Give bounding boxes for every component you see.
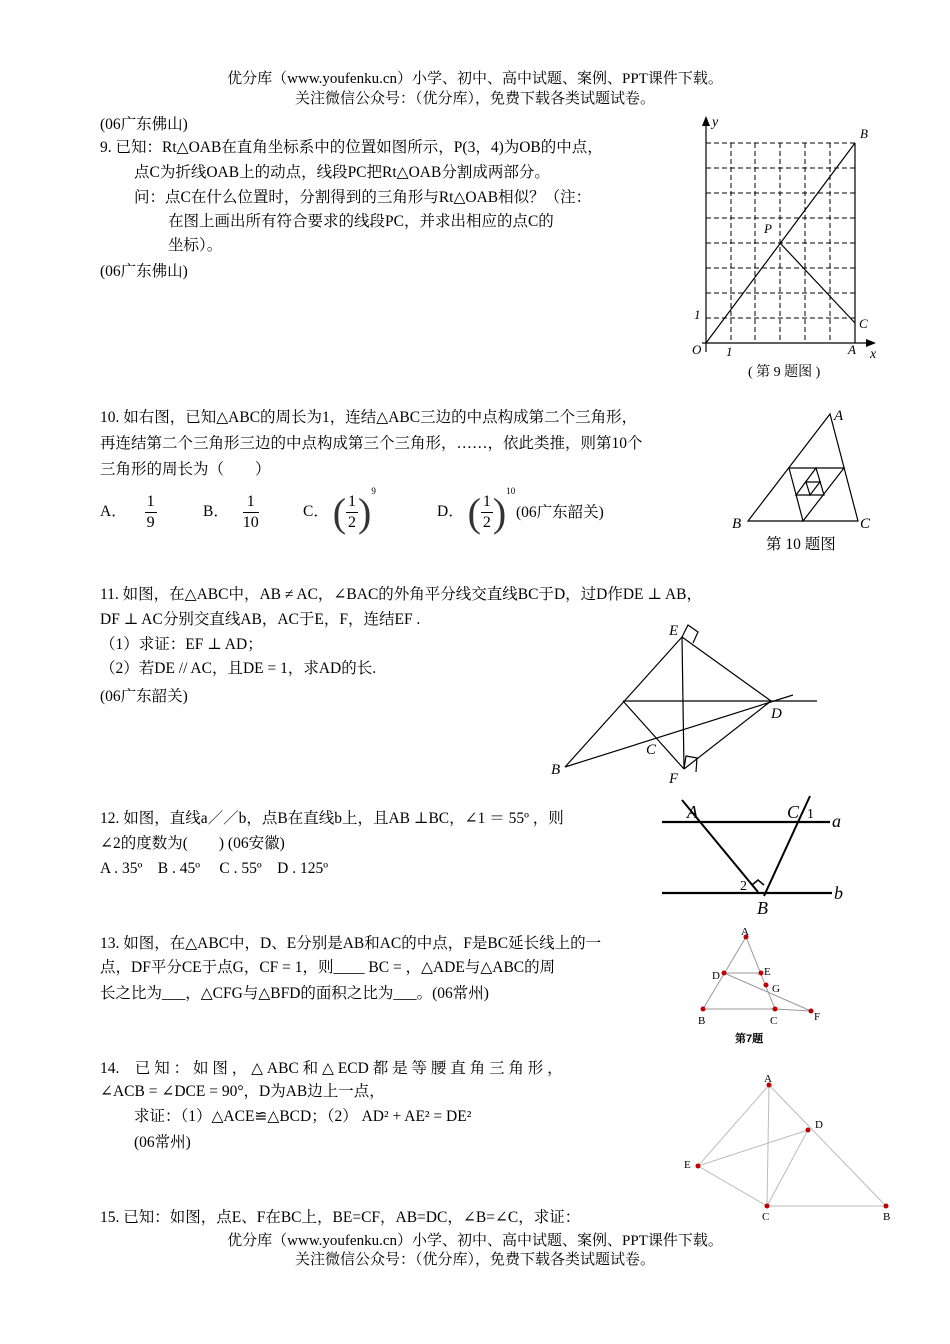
q9-label-B: B <box>860 126 868 141</box>
q14-line-1: 14. 已 知 ： 如 图 ， △ ABC 和 △ ECD 都 是 等 腰 直 角 三 角 形 ， <box>100 1060 563 1077</box>
q13-label-D: D <box>712 970 720 982</box>
q10-label-B: B <box>732 516 742 532</box>
q12-label-1: 1 <box>807 807 814 822</box>
q12-label-B: B <box>757 898 768 917</box>
q12-label-a: a <box>832 811 841 831</box>
q10-caption: 第 10 题图 <box>766 536 836 553</box>
q11-label-B: B <box>551 762 561 778</box>
footer-line-1: 优分库（www.youfenku.cn）小学、初中、高中试题、案例、PPT课件下载。 <box>227 1233 723 1249</box>
q14-label-A: A <box>764 1073 772 1085</box>
q9-figure <box>682 112 892 382</box>
q10-figure <box>728 402 878 532</box>
q10-line-3: 三角形的周长为（ ） <box>100 461 271 478</box>
q14-line-2: ∠ACB = ∠DCE = 90°，D为AB边上一点， <box>100 1083 385 1100</box>
q10-option-a[interactable] <box>100 492 157 533</box>
q12-label-A: A <box>687 802 698 822</box>
q10-option-a-fraction <box>145 492 157 533</box>
q14-label-D: D <box>815 1119 823 1131</box>
q10-option-c-exp: 9 <box>371 486 376 496</box>
q10-option-c-label: C． <box>303 503 329 520</box>
q10-option-d-num: 1 <box>481 492 493 513</box>
q12-figure <box>660 792 850 917</box>
q10-option-b-label: B． <box>203 503 229 521</box>
q13-caption: 第7题 <box>735 1033 764 1045</box>
q11-line-2: DF ⊥ AC分别交直线AB，AC于E，F，连结EF . <box>100 611 421 628</box>
q9-line-3: 问：点C在什么位置时，分割得到的三角形与Rt△OAB相似？（注： <box>134 189 592 206</box>
q10-option-d-paren-right: ) <box>492 489 507 535</box>
q12-label-b: b <box>834 883 843 903</box>
q10-line-2: 再连结第二个三角形三边的中点构成第三个三角形，……，依此类推，则第10个 <box>100 435 643 452</box>
q11-source: (06广东韶关) <box>100 688 188 705</box>
q9-label-x: x <box>870 347 877 362</box>
q13-figure <box>690 922 835 1047</box>
q14-source: (06常州) <box>134 1134 191 1151</box>
q11-label-C: C <box>646 742 657 758</box>
q11-label-E: E <box>669 623 679 639</box>
q11-line-1: 11. 如图，在△ABC中，AB ≠ AC，∠BAC的外角平分线交直线BC于D，过D作DE ⊥ AB， <box>100 586 703 603</box>
q10-option-c-fraction <box>346 492 358 533</box>
q9-label-y: y <box>712 115 719 130</box>
q9-label-C: C <box>859 316 868 331</box>
q13-label-F: F <box>814 1011 821 1023</box>
q10-option-d-fraction <box>481 492 493 533</box>
q10-option-b[interactable] <box>203 492 259 533</box>
q10-option-d[interactable] <box>437 486 515 536</box>
prev-question-source: (06广东佛山) <box>100 116 188 133</box>
q13-label-G: G <box>772 983 780 995</box>
q12-label-C: C <box>787 802 800 822</box>
q13-label-B: B <box>698 1015 706 1027</box>
q10-option-b-fraction <box>243 492 259 533</box>
q14-label-C: C <box>762 1211 770 1223</box>
q12-line-2: ∠2的度数为( ) (06安徽) <box>100 835 285 852</box>
q10-option-b-den: 10 <box>242 514 259 531</box>
q10-option-b-num: 1 <box>243 492 259 513</box>
q11-label-F: F <box>669 771 679 787</box>
q9-segment-PC <box>780 243 855 323</box>
q9-line-2: 点C为折线OAB上的动点，线段PC把Rt△OAB分割成两部分。 <box>134 164 550 181</box>
q11-line-4: （2）若DE // AC，且DE = 1，求AD的长. <box>100 660 377 677</box>
footer-line-2: 关注微信公众号：（优分库），免费下载各类试题试卷。 <box>294 1252 655 1268</box>
q9-source: (06广东佛山) <box>100 263 188 280</box>
q10-label-A: A <box>834 408 844 424</box>
q10-option-c-num: 1 <box>346 492 358 513</box>
q12-line-3: A . 35º B . 45º C . 55º D . 125º <box>100 860 329 877</box>
q14-figure <box>680 1070 900 1230</box>
q12-line-1: 12. 如图，直线a／／b，点B在直线b上，且AB ⊥BC，∠1 ＝ 55º ，则 <box>100 810 564 827</box>
q13-line-2: 点，DF平分CE于点G，CF = 1，则____ BC = ，△ADE与△ABC的周 <box>100 959 556 976</box>
q9-line-1: 9. 已知：Rt△OAB在直角坐标系中的位置如图所示，P(3，4)为OB的中点， <box>100 139 603 156</box>
q10-option-d-exp: 10 <box>506 486 516 496</box>
q10-option-c-den: 2 <box>348 513 357 531</box>
q9-line-5: 坐标）。 <box>168 237 223 254</box>
q11-label-D: D <box>771 706 782 722</box>
q13-label-E: E <box>764 966 771 978</box>
q10-option-a-num: 1 <box>145 492 157 513</box>
q10-option-a-label: A． <box>100 503 127 521</box>
q10-label-C: C <box>860 516 871 532</box>
header-line-1: 优分库（www.youfenku.cn）小学、初中、高中试题、案例、PPT课件下载。 <box>227 71 723 87</box>
q13-label-C: C <box>770 1015 778 1027</box>
q10-option-d-paren-left: ( <box>467 489 481 535</box>
q9-label-A: A <box>848 342 856 357</box>
q10-source: (06广东韶关) <box>516 504 604 521</box>
q10-option-c-paren-left: ( <box>332 489 347 535</box>
q10-option-d-label: D． <box>437 503 464 520</box>
q10-option-d-den: 2 <box>482 513 491 531</box>
q10-option-c-paren-right: ) <box>358 489 372 535</box>
q9-caption: ( 第 9 题图 ) <box>748 365 821 380</box>
q14-label-B: B <box>883 1211 891 1223</box>
q9-label-P: P <box>764 221 772 236</box>
q12-label-2: 2 <box>740 879 747 894</box>
q14-line-3: 求证：（1）△ACE≌△BCD；（2） AD² + AE² = DE² <box>134 1108 472 1125</box>
q10-option-c[interactable] <box>303 486 376 536</box>
q9-label-one-y: 1 <box>694 307 701 322</box>
q11-figure <box>545 615 825 790</box>
header-line-2: 关注微信公众号：（优分库），免费下载各类试题试卷。 <box>294 91 655 107</box>
q10-option-a-den: 9 <box>146 514 155 531</box>
q9-line-4: 在图上画出所有符合要求的线段PC，并求出相应的点C的 <box>168 213 554 230</box>
q10-line-1: 10. 如右图，已知△ABC的周长为1，连结△ABC三边的中点构成第二个三角形， <box>100 409 638 426</box>
q15-line-1: 15. 已知：如图，点E、F在BC上，BE=CF，AB=DC，∠B=∠C，求证： <box>100 1209 581 1226</box>
q14-label-E: E <box>684 1159 691 1171</box>
q13-label-A: A <box>741 926 749 938</box>
q9-label-one-x: 1 <box>726 344 733 359</box>
q9-label-O: O <box>692 342 702 357</box>
q13-line-3: 长之比为___，△CFG与△BFD的面积之比为___。(06常州) <box>100 985 489 1002</box>
q13-line-1: 13. 如图，在△ABC中，D、E分别是AB和AC的中点，F是BC延长线上的一 <box>100 935 602 952</box>
q11-line-3: （1）求证：EF ⊥ AD； <box>100 636 263 653</box>
